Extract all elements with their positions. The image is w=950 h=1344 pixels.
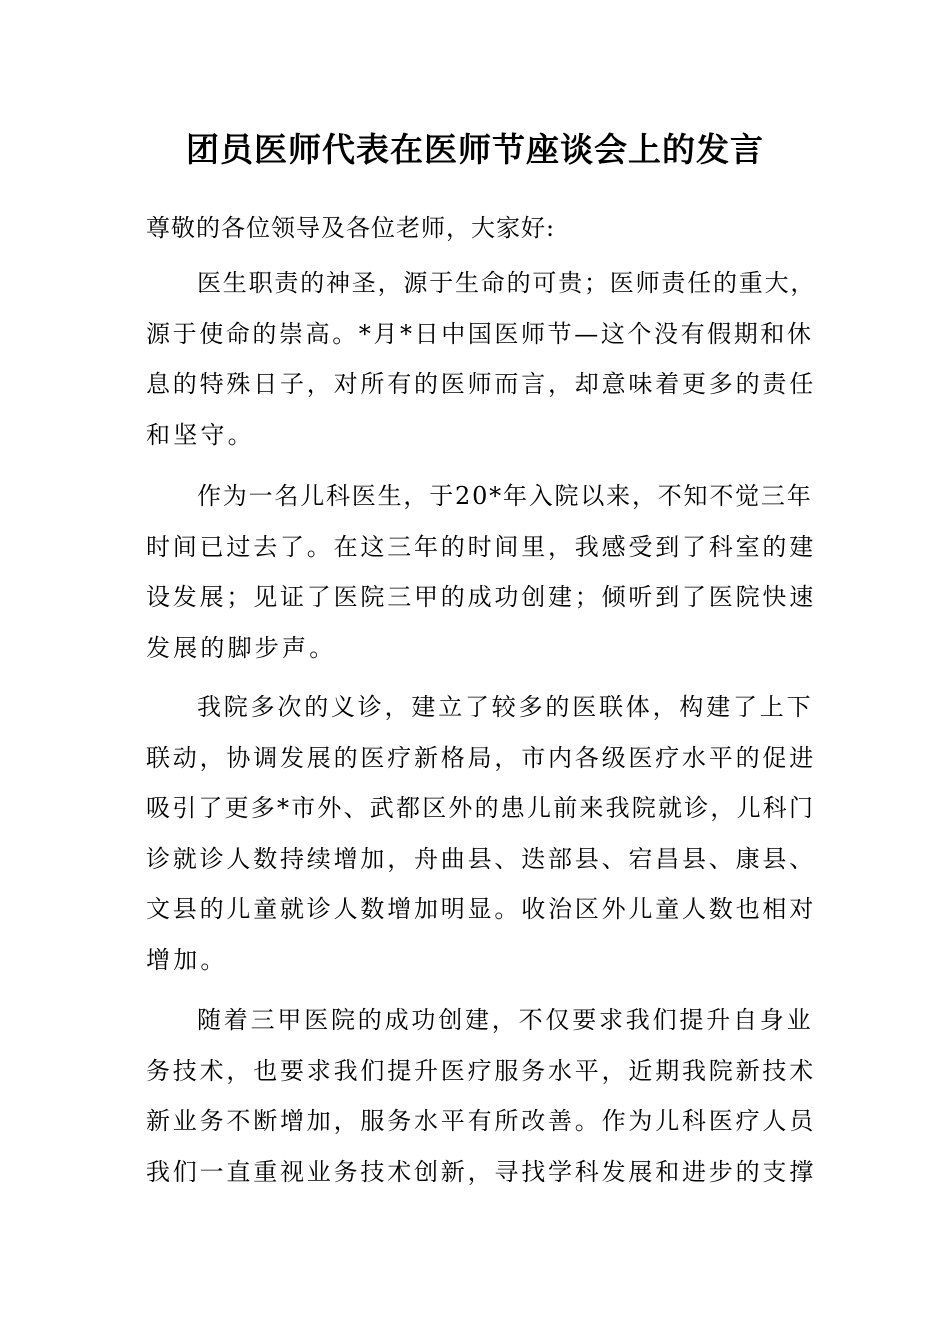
paragraph-line: 设发展；见证了医院三甲的成功创建；倾听到了医院快速	[146, 583, 816, 611]
paragraph-line: 发展的脚步声。	[146, 633, 337, 662]
paragraph-2	[146, 471, 816, 673]
paragraph-line: 医生职责的神圣，源于生命的可贵；医师责任的重大，	[197, 269, 817, 297]
greeting-line: 尊敬的各位领导及各位老师，大家好:	[146, 214, 556, 242]
document-title: 团员医师代表在医师节座谈会上的发言	[186, 130, 764, 169]
paragraph-line: 增加。	[146, 945, 228, 974]
paragraph-line: 诊就诊人数持续增加，舟曲县、迭部县、宕昌县、康县、	[146, 844, 816, 873]
paragraph-line: 作为一名儿科医生，于20*年入院以来，不知不觉三年	[197, 482, 813, 510]
paragraph-line: 吸引了更多*市外、武都区外的患儿前来我院就诊，儿科门	[146, 794, 816, 822]
paragraph-line: 我们一直重视业务技术创新，寻找学科发展和进步的支撑	[146, 1157, 816, 1186]
paragraph-line: 联动，协调发展的医疗新格局，市内各级医疗水平的促进	[146, 743, 816, 772]
paragraph-line: 务技术，也要求我们提升医疗服务水平，近期我院新技术	[146, 1056, 816, 1085]
paragraph-1	[146, 258, 816, 460]
paragraph-4	[146, 995, 816, 1197]
paragraph-line: 文县的儿童就诊人数增加明显。收治区外儿童人数也相对	[146, 895, 816, 923]
paragraph-line: 新业务不断增加，服务水平有所改善。作为儿科医疗人员	[146, 1107, 816, 1135]
paragraph-line: 和坚守。	[146, 420, 255, 449]
paragraph-line: 随着三甲医院的成功创建，不仅要求我们提升自身业	[197, 1006, 814, 1034]
paragraph-line: 我院多次的义诊，建立了较多的医联体，构建了上下	[197, 693, 814, 721]
paragraph-line: 息的特殊日子，对所有的医师而言，却意味着更多的责任	[146, 370, 816, 398]
paragraph-line: 时间已过去了。在这三年的时间里，我感受到了科室的建	[146, 532, 816, 561]
paragraph-3	[146, 682, 816, 985]
paragraph-line: 源于使命的崇高。*月*日中国医师节—这个没有假期和休	[146, 319, 814, 348]
